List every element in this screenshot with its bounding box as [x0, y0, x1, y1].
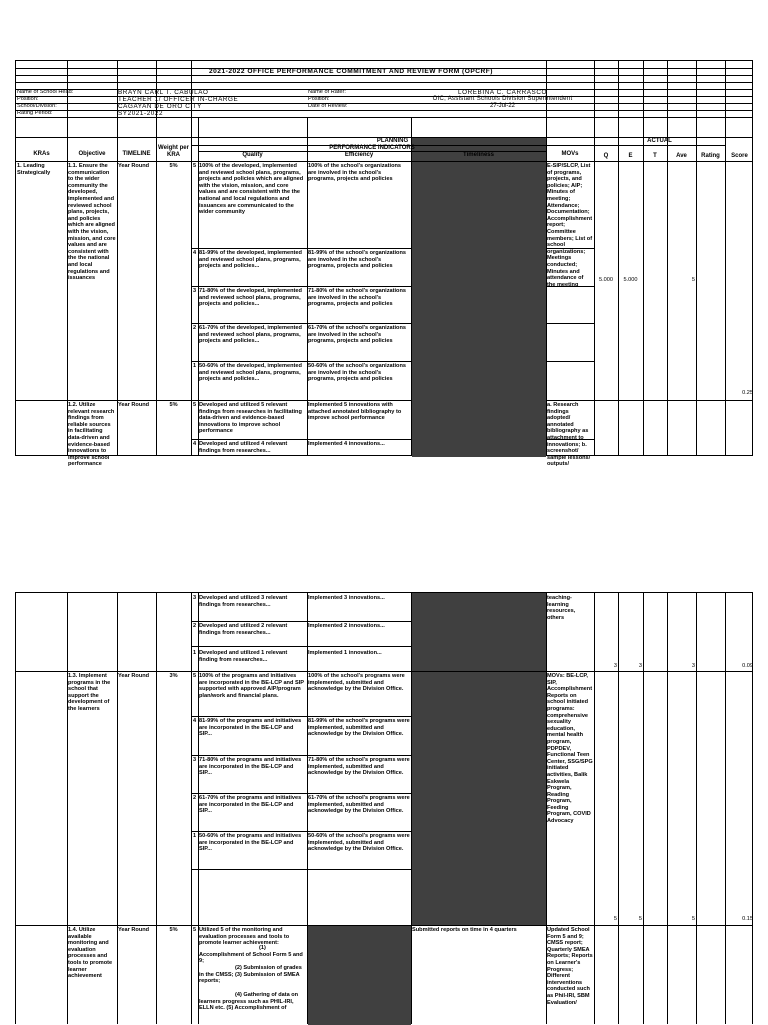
level-1-2-2-number: 2	[192, 623, 197, 629]
rater-position: OIC, Assistant Schools Division Superintendent	[432, 96, 573, 102]
movs-1-1: E-SIP/SLCP, List of programs, projects, and policies; AIP; Minutes of meeting; Attendance; Documentation; Accomplishment report; Committee members; List of school organizations; Meetings conducted; Minutes and attendance of the meeting	[547, 163, 593, 288]
ave-value-1-3: 5	[691, 916, 695, 922]
weight-1-4: 5%	[169, 927, 178, 933]
level-1-4-5-quality-a: Utilized 5 of the monitoring and evaluation processes and tools to promote learner achievement:	[199, 927, 290, 947]
level-1-2-3-number: 3	[192, 595, 197, 601]
efficiency-shaded-1-4	[308, 926, 411, 1025]
timeliness-shaded-1	[412, 138, 546, 457]
level-1-1-3-quality: 71-80% of the developed, implemented and reviewed school plans, programs, projects and policies...	[199, 288, 302, 308]
level-1-2-4-quality: Developed and utilized 4 relevant findings from researches...	[199, 441, 288, 454]
rater-position-label: Position:	[308, 96, 330, 102]
level-1-2-5-efficiency: Implemented 5 innovations with attached annotated bibliography to improve school performance	[308, 402, 402, 422]
col-t: T	[653, 153, 657, 159]
weight-1-3: 3%	[169, 673, 178, 679]
score-1-1: 0.25	[742, 390, 753, 396]
level-1-2-4-number: 4	[192, 441, 197, 447]
level-1-3-5-number: 5	[192, 673, 197, 679]
level-1-4-5-quality-d: (4) Gathering of data on learners progress such as PHIL-IRI, ELLN etc. (5) Accomplishment of	[199, 992, 299, 1012]
level-1-2-3-quality: Developed and utilized 3 relevant findings from researches...	[199, 595, 288, 608]
level-1-2-1-quality: Developed and utilized 1 relevant finding from researches...	[199, 650, 288, 663]
timeline-1-1: Year Round	[118, 163, 150, 169]
ave-value-1-1: 5	[691, 277, 695, 283]
score-1-2: 0.09	[742, 663, 753, 669]
movs-1-3: MOVs: BE-LCP, SIP, Accomplishment Reports on school initiated programs: comprehensive sexuality education, mental health program, PDPDEV, Functional Teen Center, SSG/SPG initiated activities, Balik Eskwela Program, Reading Program, Feeding Program, COVID Advocacy	[547, 673, 593, 825]
level-1-3-5-quality: 100% of the programs and initiatives are incorporated in the BE-LCP and SIP supported with approved AIP/program plan/work and financial plans.	[199, 673, 304, 699]
review-date-label: Date of Review:	[308, 103, 348, 109]
col-timeline: TIMELINE	[122, 151, 151, 157]
objective-1-3: 1.3. Implement programs in the school that support the development of the learners	[68, 673, 111, 712]
level-1-2-1-number: 1	[192, 650, 197, 656]
indicators-header: PERFORMANCE INDICATORS	[329, 145, 415, 151]
level-1-3-3-efficiency: 71-80% of the school's programs were implemented, submitted and acknowledge by the Division Office.	[308, 757, 410, 777]
col-quality: Quality	[242, 152, 263, 158]
level-1-2-4-efficiency: Implemented 4 innovations...	[308, 441, 385, 447]
ratee-name-label: Name of School Head:	[17, 89, 74, 95]
q-value-1-2: 3	[613, 663, 617, 669]
level-1-3-2-number: 2	[192, 795, 197, 801]
q-value-1-1: 5.000	[599, 277, 613, 283]
level-1-1-5-efficiency: 100% of the school's organizations are involved in the school's programs, projects and policies	[308, 163, 402, 183]
level-1-3-3-number: 3	[192, 757, 197, 763]
col-q: Q	[603, 153, 609, 159]
level-1-4-5-quality-c: (2) Submission of grades in the CMSS; (3) Submission of SMEA reports;	[199, 965, 302, 985]
level-1-1-4-quality: 81-99% of the developed, implemented and reviewed school plans, programs, projects and policies...	[199, 250, 302, 270]
division-label: School/Division:	[17, 103, 57, 109]
timeline-1-3: Year Round	[118, 673, 150, 679]
level-1-2-5-number: 5	[192, 402, 197, 408]
opcrf-table-page-1	[15, 60, 753, 468]
e-value-1-1: 5.000	[623, 277, 638, 283]
col-weight: Weight per KRA	[158, 145, 189, 158]
objective-1-4: 1.4. Utilize available monitoring and evaluation processes and tools to promote learner achievement	[68, 927, 113, 980]
level-1-1-3-efficiency: 71-80% of the school's organizations are involved in the school's programs, projects and policies	[308, 288, 406, 308]
movs-1-2-part1: a. Research findings adopted/ annotated bibliography as attachment to innovations; b. screenshot/ sample lessons/ outputs/	[547, 402, 591, 468]
ratee-name: BRAYN CARL T. CABULAO	[118, 89, 209, 96]
period: SY2021-2022	[118, 110, 164, 117]
e-value-1-3: 5	[638, 916, 642, 922]
review-date: 27-Jul-22	[489, 103, 515, 109]
weight-1-1: 5%	[169, 163, 178, 169]
ave-value-1-2: 3	[691, 663, 695, 669]
planning-header: PLANNING	[376, 138, 409, 144]
level-1-4-5-number: 5	[192, 927, 197, 933]
score-1-3: 0.15	[742, 916, 753, 922]
level-1-3-1-quality: 50-60% of the programs and initiatives are incorporated in the BE-LCP and SIP...	[199, 833, 302, 853]
level-1-3-1-efficiency: 50-60% of the school's programs were implemented, submitted and acknowledge by the Division Office.	[308, 833, 410, 853]
level-1-3-4-number: 4	[192, 718, 197, 724]
rater-name-label: Name of Rater:	[308, 89, 346, 95]
timeliness-1-4: Submitted reports on time in 4 quarters	[412, 927, 517, 933]
level-1-2-3-efficiency: Implemented 3 innovations...	[308, 595, 385, 601]
weight-1-2: 5%	[169, 402, 178, 408]
kra-leading-strategically: 1. Leading Strategically	[17, 163, 51, 176]
level-1-3-3-quality: 71-80% of the programs and initiatives are incorporated in the BE-LCP and SIP...	[199, 757, 302, 777]
level-1-2-1-efficiency: Implemented 1 innovation...	[308, 650, 382, 656]
objective-1-2: 1.2. Utilize relevant research findings from reliable sources in facilitating data-driven and evidence-based innovations to improve school performance	[68, 402, 115, 468]
movs-1-2-part2: teaching-learning resources, others	[547, 595, 576, 621]
period-label: Rating Period:	[17, 110, 53, 116]
ratee-position-label: Position:	[17, 96, 39, 102]
division: CAGAYAN DE ORO CITY	[118, 103, 202, 110]
level-1-2-2-efficiency: Implemented 2 innovations...	[308, 623, 385, 629]
movs-1-4: Updated School Form 5 and 9; CMSS report; Quarterly SMEA Reports; Reports on Learner's Progress; Different interventions conducted such as Phil-IRI, SBM Evaluation/	[547, 927, 593, 1006]
ratee-position: TEACHER 1/ OFFICER IN-CHARGE	[118, 96, 239, 103]
col-movs: MOVs	[561, 151, 579, 157]
timeline-1-4: Year Round	[118, 927, 150, 933]
opcrf-table-page-2	[15, 592, 753, 1024]
level-1-1-4-efficiency: 81-99% of the school's organizations are involved in the school's programs, projects and policies	[308, 250, 406, 270]
level-1-1-5-quality: 100% of the developed, implemented and reviewed school plans, programs, projects and policies which are aligned with the vision, mission, and core values and are consistent with the the national and local regulations and issuances are communicated to the wider community	[199, 163, 304, 216]
actual-header: ACTUAL	[647, 138, 672, 144]
level-1-3-2-efficiency: 61-70% of the school's programs were implemented, submitted and acknowledge by the Division Office.	[308, 795, 410, 815]
level-1-1-4-number: 4	[192, 250, 197, 256]
level-1-3-1-number: 1	[192, 833, 197, 839]
level-1-1-2-efficiency: 61-70% of the school's organizations are involved in the school's programs, projects and policies	[308, 325, 406, 345]
col-efficiency: Efficiency	[344, 152, 374, 158]
level-1-4-5-quality-b: (1) Accomplishment of School Form 5 and 9;	[199, 945, 303, 965]
level-1-1-1-efficiency: 50-60% of the school's organizations are involved in the school's programs, projects and policies	[308, 363, 406, 383]
col-score: Score	[731, 153, 748, 159]
level-1-1-1-number: 1	[192, 363, 197, 369]
level-1-1-2-number: 2	[192, 325, 197, 331]
level-1-3-2-quality: 61-70% of the programs and initiatives are incorporated in the BE-LCP and SIP...	[199, 795, 302, 815]
col-ave: Ave	[676, 153, 687, 159]
level-1-3-4-efficiency: 81-99% of the school's programs were implemented, submitted and acknowledge by the Division Office.	[308, 718, 410, 738]
col-rating: Rating	[701, 153, 720, 159]
col-timeliness: Timeliness	[463, 152, 494, 158]
level-1-2-2-quality: Developed and utilized 2 relevant findings from researches...	[199, 623, 288, 636]
form-title: 2021-2022 OFFICE PERFORMANCE COMMITMENT AND REVIEW FORM (OPCRF)	[208, 68, 494, 75]
timeline-1-2: Year Round	[118, 402, 150, 408]
col-objective: Objective	[78, 151, 106, 157]
objective-1-1: 1.1. Ensure the communication to the wider community the developed, implemented and reviewed school plans, projects, and policies which are aligned with the vision, mission, and core values and are consistent with the the national and local regulations and issuances	[68, 163, 116, 282]
level-1-1-5-number: 5	[192, 163, 197, 169]
level-1-2-5-quality: Developed and utilized 5 relevant findings from researches in facilitating data-driven and evidence-based innovations to improve school performance	[199, 402, 302, 435]
col-kras: KRAs	[33, 151, 50, 157]
level-1-1-1-quality: 50-60% of the developed, implemented and reviewed school plans, programs, projects and policies...	[199, 363, 302, 383]
e-value-1-2: 3	[638, 663, 642, 669]
timeliness-shaded-2	[412, 593, 546, 925]
col-e: E	[628, 153, 633, 159]
level-1-3-4-quality: 81-99% of the programs and initiatives are incorporated in the BE-LCP and SIP...	[199, 718, 302, 738]
rater-name: LOREBINA C. CARRASCO	[458, 89, 547, 96]
level-1-1-2-quality: 61-70% of the developed, implemented and reviewed school plans, programs, projects and policies...	[199, 325, 302, 345]
level-1-3-5-efficiency: 100% of the school's programs were implemented, submitted and acknowledge by the Division Office.	[308, 673, 405, 693]
level-1-1-3-number: 3	[192, 288, 197, 294]
q-value-1-3: 5	[613, 916, 617, 922]
